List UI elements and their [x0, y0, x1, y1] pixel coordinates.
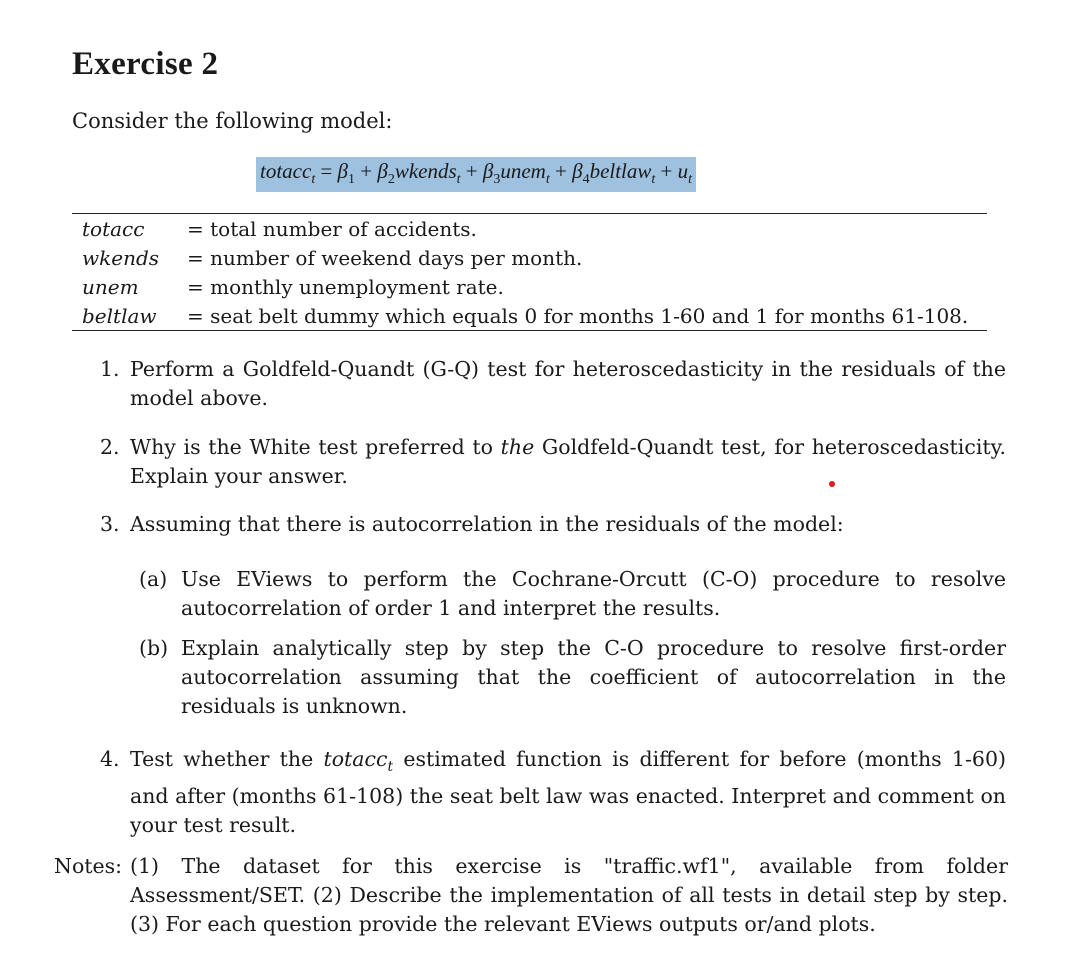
question-text: Assuming that there is autocorrelation in the residuals of the model:	[130, 512, 844, 536]
question-number: 3.	[100, 512, 120, 536]
intro-text: Consider the following model:	[72, 109, 393, 133]
question-3	[100, 510, 1010, 540]
notes-label: Notes:	[54, 854, 123, 878]
question-4	[100, 745, 1010, 838]
model-equation[interactable]: totacc$_t$ = $\beta_1$ + $\beta_2wkends_t$ + $\beta_3unem_t$ + $\beta_4beltlaw_t + u_t$	[256, 157, 696, 191]
definition-text: = total number of accidents.	[187, 216, 477, 241]
definition-text: = seat belt dummy which equals 0 for months 1-60 and 1 for months 61-108.	[187, 303, 969, 328]
definition-row	[82, 272, 968, 301]
definition-term: unem	[82, 274, 139, 299]
red-dot-marker	[829, 481, 835, 487]
model-equation-container	[256, 158, 696, 191]
definition-row	[82, 243, 968, 272]
definition-term: wkends	[82, 245, 160, 270]
question-3a	[139, 565, 1009, 625]
question-number: 2.	[100, 435, 120, 459]
notes-text: (1) The dataset for this exercise is "traffic.wf1", available from folder Assessment/SET. (2) Describe the implementation of all tests in detail step by step. (3) For each question provide the relevant EViews outputs or/and plots.	[130, 854, 1008, 936]
definition-term: totacc	[82, 216, 145, 241]
question-2	[100, 433, 1010, 493]
definition-row	[82, 214, 968, 243]
definitions-bottom-rule	[72, 330, 987, 331]
exercise-title: Exercise 2	[72, 46, 219, 82]
notes-section	[54, 852, 1014, 942]
question-number: 4.	[100, 747, 120, 771]
question-number: 1.	[100, 357, 120, 381]
definition-text: = monthly unemployment rate.	[187, 274, 504, 299]
definition-text: = number of weekend days per month.	[187, 245, 583, 270]
question-3b	[139, 634, 1009, 724]
question-number: (a)	[139, 567, 168, 591]
variable-definitions	[82, 214, 968, 330]
definition-row	[82, 301, 968, 330]
question-1	[100, 355, 1010, 415]
definition-term: beltlaw	[82, 303, 157, 328]
question-text: Test whether the totacc$_t$ estimated function is different for before (months 1-60) and after (months 61-108) the seat belt law was enacted. Interpret and comment on your test result.	[130, 747, 1006, 838]
question-text: Why is the White test preferred to the Goldfeld-Quandt test, for heteroscedasticity. Explain your answer.	[130, 435, 1007, 488]
question-text: Use EViews to perform the Cochrane-Orcutt (C-O) procedure to resolve autocorrelation of order 1 and interpret the results.	[181, 567, 1006, 620]
question-number: (b)	[139, 636, 169, 660]
question-text: Explain analytically step by step the C-O procedure to resolve first-order autocorrelation assuming that the coefficient of autocorrelation in the residuals is unknown.	[181, 636, 1006, 718]
question-text: Perform a Goldfeld-Quandt (G-Q) test for heteroscedasticity in the residuals of the model above.	[130, 357, 1006, 410]
